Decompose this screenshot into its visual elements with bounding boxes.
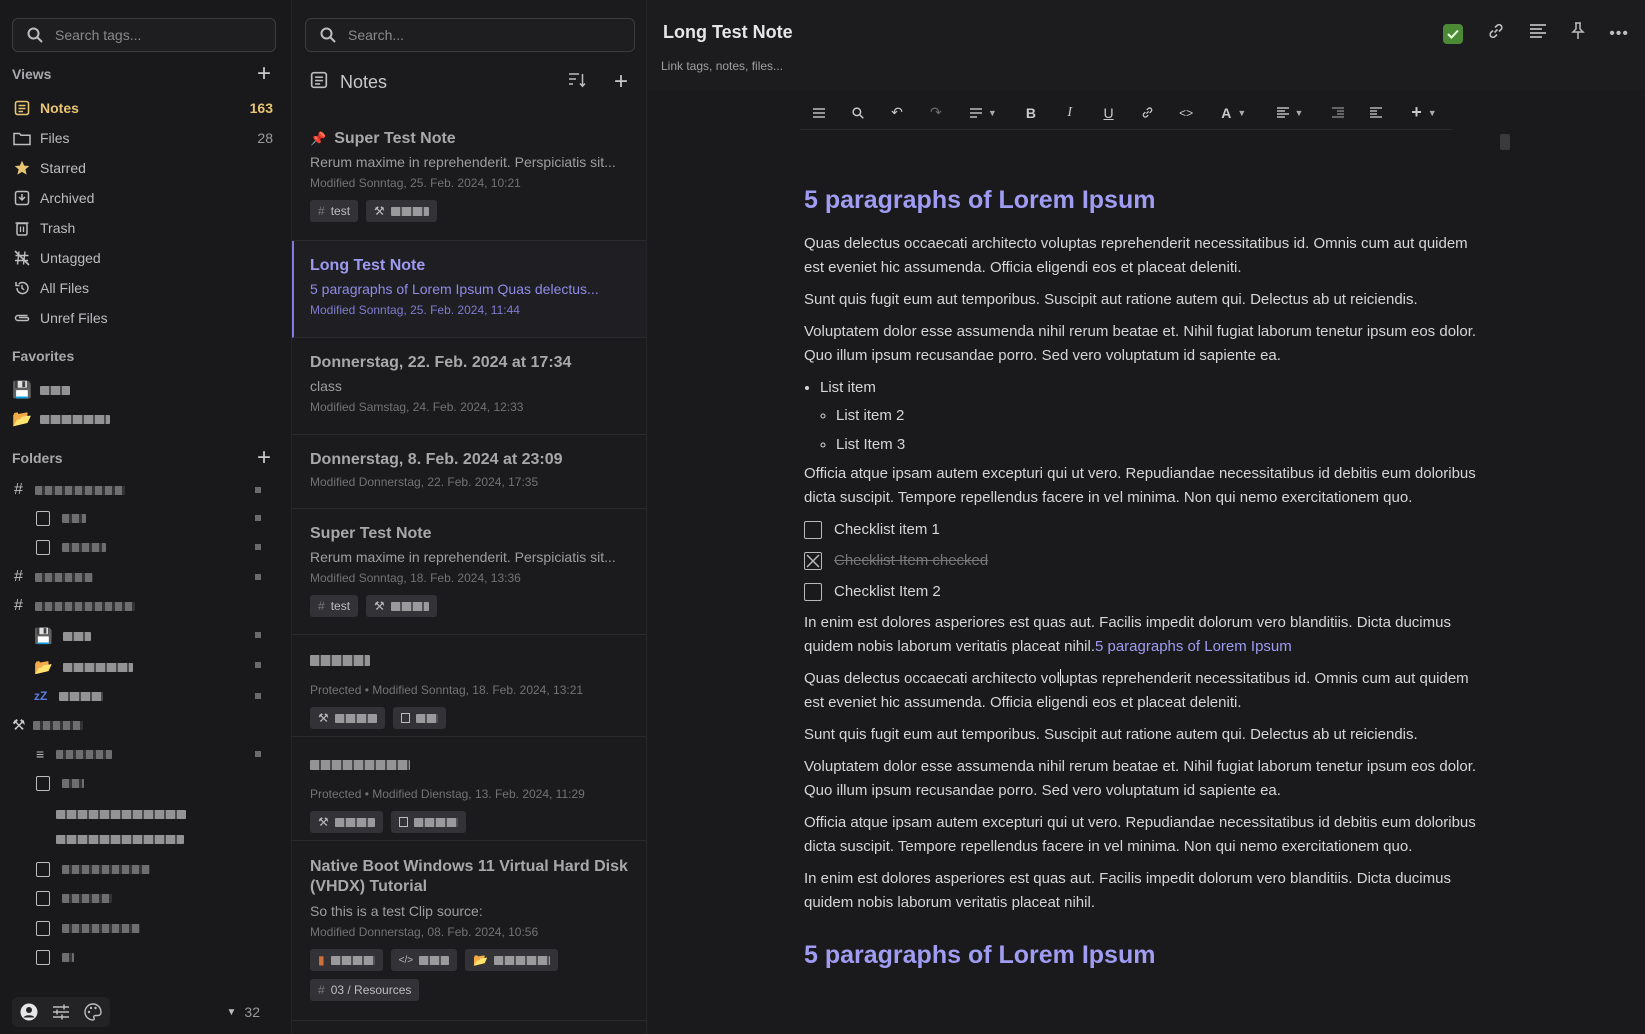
note-meta: Modified Donnerstag, 08. Feb. 2024, 10:56 — [310, 925, 539, 939]
outline-icon[interactable] — [1529, 23, 1547, 44]
code-icon: </> — [398, 954, 414, 966]
tag-chip[interactable] — [310, 707, 385, 729]
sleeping-icon: zZ — [34, 689, 48, 703]
editor-header — [648, 0, 1645, 90]
tree-item-count — [255, 515, 261, 521]
note-card[interactable] — [292, 338, 646, 435]
italic-icon[interactable]: I — [1067, 104, 1073, 120]
note-title-row — [310, 130, 646, 148]
checkbox[interactable] — [804, 521, 822, 539]
note-card[interactable] — [292, 509, 646, 635]
paragraph: Voluptatem dolor esse assumenda nihil rerum beatae et. Nihil fugiat laborum tenetur ipsum eos dolor. Quo illum ipsum recusandae porro. Sed vero voluptatum id sapiente ea. — [804, 758, 1477, 799]
folder-tree-item[interactable] — [36, 886, 112, 910]
attachment-icon — [12, 312, 32, 324]
bold-icon[interactable]: B — [1025, 104, 1036, 121]
folder-tree-item[interactable] — [34, 655, 133, 679]
notebook-icon — [36, 776, 50, 791]
paragraph — [804, 667, 1484, 715]
note-title-redacted — [310, 757, 646, 775]
checklist-label: Checklist Item checked — [834, 552, 989, 569]
redacted-label — [62, 865, 150, 874]
note-card[interactable] — [292, 435, 646, 509]
folder-tree-item[interactable] — [36, 535, 106, 559]
tools-icon: ⚒ — [374, 599, 385, 613]
notebook-icon — [36, 921, 50, 936]
redacted-label — [335, 818, 375, 827]
archive-icon — [12, 190, 32, 206]
tree-item-count — [255, 574, 261, 580]
alignment-dropdown[interactable] — [1262, 98, 1318, 128]
redacted-label — [416, 714, 438, 723]
redacted-label — [331, 956, 375, 965]
note-card-selected[interactable] — [292, 241, 646, 338]
redacted-label — [63, 632, 91, 641]
redacted-label — [62, 953, 74, 962]
redacted-label — [40, 386, 70, 395]
sidebar-footer — [0, 990, 292, 1034]
notebook-icon — [36, 511, 50, 526]
folder-tree-item[interactable] — [36, 857, 150, 881]
sidebar-item-label: Trash — [40, 220, 76, 236]
redacted-label — [35, 573, 93, 582]
note-title: Super Test Note — [310, 525, 432, 542]
checkbox[interactable] — [804, 583, 822, 601]
hashtag-icon: # — [14, 481, 23, 498]
notes-count: 163 — [249, 100, 273, 116]
paragraph: Officia atque ipsam autem excepturi qui ut vero. Repudiandae necessitatibus id debitis eum doloribus dicta suscipit. Tempore repellendus facere in vel minima. Non qui nemo exercitationem quo. — [804, 465, 1476, 506]
views-heading: Views — [12, 66, 52, 82]
redacted-label — [310, 760, 410, 770]
folder-tree-item[interactable] — [36, 506, 86, 530]
pin-icon: 📌 — [310, 131, 327, 146]
sidebar-item-label: All Files — [40, 280, 90, 296]
note-meta: Modified Sonntag, 18. Feb. 2024, 13:36 — [310, 571, 521, 585]
favorite-item[interactable] — [12, 378, 70, 402]
note-card-protected[interactable] — [292, 635, 646, 737]
note-title: Donnerstag, 22. Feb. 2024 at 17:34 — [310, 354, 572, 371]
note-list-header — [310, 66, 628, 98]
toggle-toolbar-icon[interactable] — [800, 98, 839, 128]
x-mark-icon — [806, 554, 820, 568]
tag-label: test — [330, 599, 351, 613]
redo-icon[interactable]: ↷ — [929, 104, 942, 120]
checkmark-icon[interactable] — [1443, 24, 1463, 44]
note-preview: 5 paragraphs of Lorem Ipsum Quas delectus... — [310, 281, 599, 297]
open-folder-icon: 📂 — [473, 953, 489, 967]
tree-item-count — [255, 544, 261, 550]
floppy-disk-icon: 💾 — [34, 628, 53, 645]
tag-chip[interactable] — [310, 811, 383, 833]
caret-down-icon[interactable]: ▼ — [226, 1006, 237, 1018]
tag-search-box[interactable] — [12, 18, 276, 52]
redacted-label — [62, 779, 84, 788]
list-item: ◦ List Item 3 — [836, 433, 1484, 457]
tools-icon: ⚒ — [318, 815, 329, 829]
text-lines-icon: ≡ — [36, 746, 45, 762]
nested-list — [836, 404, 1484, 457]
redacted-label — [40, 415, 110, 424]
tag-chip[interactable] — [310, 595, 358, 617]
plus-icon: + — [1411, 102, 1422, 122]
notes-icon — [12, 100, 32, 116]
link-field[interactable]: Link tags, notes, files... — [661, 59, 784, 73]
note-list-panel — [292, 0, 647, 1034]
notebook-icon — [399, 817, 408, 827]
checklist-label: Checklist Item 2 — [834, 583, 941, 600]
find-icon[interactable] — [839, 98, 878, 128]
editor-panel — [648, 0, 1645, 1034]
tree-item-count — [255, 751, 261, 757]
tools-icon: ⚒ — [318, 711, 329, 725]
footer-count: 32 — [244, 1004, 260, 1020]
note-tags — [310, 979, 646, 1001]
folder-tree-item[interactable] — [14, 478, 125, 502]
pin-icon[interactable] — [1571, 22, 1585, 45]
redacted-label — [63, 663, 133, 672]
redacted-label — [56, 810, 186, 819]
editor-actions — [1443, 22, 1629, 45]
hashtag-icon: # — [14, 568, 23, 585]
paragraph: Sunt quis fugit eum aut temporibus. Suscipit aut ratione autem qui. Delectus ab ut reiciendis. — [804, 726, 1418, 743]
redacted-label — [419, 956, 449, 965]
internal-note-link[interactable]: 5 paragraphs of Lorem Ipsum — [1094, 638, 1292, 655]
scrollbar-thumb[interactable] — [1500, 134, 1510, 150]
list-item — [820, 376, 1484, 457]
note-search-box[interactable] — [305, 18, 635, 52]
chevron-down-icon: ▼ — [987, 107, 997, 118]
tag-chip[interactable] — [366, 595, 437, 617]
format-toolbar — [800, 96, 1452, 130]
folder-tree-item[interactable] — [34, 684, 103, 708]
tag-chip[interactable] — [391, 811, 466, 833]
tag-chip[interactable] — [310, 949, 383, 971]
font-color-icon: A — [1221, 104, 1232, 121]
checklist-item — [804, 518, 1484, 542]
folder-icon — [12, 131, 32, 146]
settings-sliders-icon[interactable] — [52, 1004, 70, 1020]
views-header — [12, 60, 271, 87]
folders-heading: Folders — [12, 450, 63, 466]
hashtag-icon: # — [318, 599, 325, 613]
redacted-label — [310, 655, 370, 666]
sidebar-item-archived[interactable] — [12, 184, 273, 212]
folder-tree-item[interactable] — [36, 945, 74, 969]
note-tags — [310, 949, 646, 971]
notebook-icon — [36, 950, 50, 965]
add-view-button[interactable]: + — [256, 60, 271, 87]
note-preview: Rerum maxime in reprehenderit. Perspiciatis sit... — [310, 549, 616, 565]
note-title: Native Boot Windows 11 Virtual Hard Disk (VHDX) Tutorial — [310, 858, 628, 895]
redacted-label — [56, 750, 112, 759]
sidebar-item-label: Files — [40, 130, 70, 146]
add-folder-button[interactable]: + — [256, 444, 271, 471]
tree-item-count — [255, 693, 261, 699]
redacted-label — [494, 956, 550, 965]
chevron-down-icon: ▼ — [1237, 107, 1247, 118]
paragraph-icon — [970, 108, 982, 118]
folder-tree-item[interactable] — [36, 742, 112, 766]
notebook-icon — [36, 862, 50, 877]
untagged-icon — [12, 250, 32, 266]
more-icon[interactable]: ••• — [1609, 24, 1629, 42]
trash-icon — [12, 220, 32, 236]
sidebar-item-files[interactable] — [12, 124, 273, 152]
paragraph — [804, 611, 1484, 659]
sidebar-item-label: Archived — [40, 190, 95, 206]
note-tags — [310, 707, 646, 729]
note-title-redacted — [310, 653, 646, 671]
redacted-label — [62, 894, 112, 903]
align-left-icon — [1277, 107, 1289, 118]
folder-tree-item[interactable] — [56, 827, 184, 851]
heading: 5 paragraphs of Lorem Ipsum — [804, 186, 1156, 214]
notebook-icon — [401, 713, 410, 723]
chevron-down-icon: ▼ — [1294, 107, 1304, 118]
footer-toolbar — [12, 997, 110, 1027]
paragraph-text: Quas delectus occaecati architecto vol — [804, 670, 1060, 687]
note-title: Long Test Note — [310, 257, 426, 274]
chevron-down-icon: ▼ — [1427, 107, 1437, 118]
folder-tree-item[interactable] — [12, 713, 83, 737]
redacted-label — [335, 714, 377, 723]
search-icon — [320, 27, 336, 43]
paragraph: Voluptatem dolor esse assumenda nihil rerum beatae et. Nihil fugiat laborum tenetur ipsum eos dolor. Quo illum ipsum recusandae porro. Sed vero voluptatum id sapiente ea. — [804, 323, 1477, 364]
note-card-protected[interactable] — [292, 737, 646, 841]
redacted-label — [391, 207, 429, 216]
folders-header — [12, 444, 271, 471]
note-meta: Protected • Modified Sonntag, 18. Feb. 2024, 13:21 — [310, 683, 584, 697]
floppy-disk-icon: 💾 — [12, 382, 32, 399]
paragraph: Sunt quis fugit eum aut temporibus. Suscipit aut ratione autem qui. Delectus ab ut reiciendis. — [804, 291, 1418, 308]
indent-icon[interactable] — [1318, 98, 1357, 128]
tag-chip[interactable] — [310, 200, 358, 222]
sidebar-item-untagged[interactable] — [12, 244, 273, 272]
note-card[interactable] — [292, 117, 646, 241]
paragraph-style-dropdown[interactable] — [955, 98, 1011, 128]
tag-chip[interactable] — [465, 949, 558, 971]
sidebar-item-label: Untagged — [40, 250, 101, 266]
redacted-label — [414, 818, 458, 827]
note-tags — [310, 200, 646, 222]
notebook-icon — [36, 891, 50, 906]
book-icon: ▮ — [318, 953, 325, 967]
redacted-label — [62, 543, 106, 552]
tag-label: test — [330, 204, 351, 218]
notebook-icon — [36, 540, 50, 555]
sidebar-item-notes[interactable] — [12, 94, 273, 122]
notes-list-icon — [310, 71, 328, 94]
account-icon[interactable] — [20, 1003, 38, 1021]
palette-icon[interactable] — [84, 1003, 102, 1021]
new-note-button[interactable]: + — [613, 68, 628, 95]
sidebar-item-label: Notes — [40, 100, 79, 116]
tag-label: 03 / Resources — [330, 983, 412, 997]
note-card[interactable] — [292, 841, 646, 1021]
tools-icon: ⚒ — [12, 717, 26, 734]
hashtag-icon: # — [318, 983, 325, 997]
sort-icon[interactable] — [568, 72, 586, 93]
note-meta: Modified Sonntag, 25. Feb. 2024, 11:44 — [310, 303, 520, 317]
note-preview: So this is a test Clip source: — [310, 903, 483, 919]
redacted-label — [391, 602, 429, 611]
note-title: Donnerstag, 8. Feb. 2024 at 23:09 — [310, 451, 563, 468]
note-preview: Rerum maxime in reprehenderit. Perspiciatis sit... — [310, 154, 616, 170]
redacted-label — [56, 835, 184, 844]
note-search-input[interactable] — [348, 27, 548, 43]
tag-chip[interactable] — [391, 949, 457, 971]
tools-icon: ⚒ — [374, 204, 385, 218]
note-title: Super Test Note — [334, 130, 456, 147]
hashtag-icon: # — [318, 204, 325, 218]
tree-item-count — [255, 487, 261, 493]
note-meta: Modified Donnerstag, 22. Feb. 2024, 17:35 — [310, 475, 539, 489]
note-meta: Protected • Modified Dienstag, 13. Feb. 2024, 11:29 — [310, 787, 585, 801]
sidebar-item-label: Unref Files — [40, 310, 108, 326]
redacted-label — [35, 486, 125, 495]
redacted-label — [59, 692, 103, 701]
redacted-label — [62, 924, 140, 933]
list-item: ◦ List item 2 — [836, 404, 1484, 428]
search-icon — [27, 27, 43, 43]
open-folder-icon: 📂 — [12, 411, 32, 428]
heading: 5 paragraphs of Lorem Ipsum — [804, 941, 1156, 969]
note-tags — [310, 595, 646, 617]
link-icon[interactable] — [1128, 98, 1167, 128]
checklist-item — [804, 580, 1484, 604]
note-preview: class — [310, 378, 342, 394]
paragraph: Quas delectus occaecati architecto voluptas reprehenderit necessitatibus id. Omnis cum aut quidem est eveniet hic assumenda. Officia eligendi eos et placeat deleniti. — [804, 235, 1468, 276]
tag-chip[interactable] — [310, 979, 419, 1001]
favorites-heading: Favorites — [12, 348, 75, 364]
tag-chip[interactable] — [393, 707, 446, 729]
note-list-title: Notes — [340, 71, 388, 92]
insert-dropdown[interactable] — [1396, 98, 1452, 128]
folder-tree-item[interactable] — [36, 771, 84, 795]
star-icon — [12, 160, 32, 176]
note-content[interactable] — [804, 180, 1484, 987]
sidebar-item-starred[interactable] — [12, 154, 273, 182]
favorites-header — [12, 348, 271, 364]
sidebar — [0, 0, 292, 1034]
paragraph-text: In enim est dolores asperiores est quas aut. Facilis impedit dolorum vero blanditiis. Dicta ducimus quidem nobis laborum veritatis placeat nihil. — [804, 614, 1451, 655]
bullet-list — [820, 376, 1484, 457]
checklist-item-checked — [804, 549, 1484, 573]
tree-item-count — [255, 662, 261, 668]
folder-tree-item[interactable] — [14, 565, 93, 589]
folder-tree-item[interactable] — [56, 802, 186, 826]
sidebar-item-label: Starred — [40, 160, 86, 176]
open-folder-icon: 📂 — [34, 659, 53, 676]
undo-icon[interactable]: ↶ — [891, 104, 903, 120]
tree-item-count — [255, 632, 261, 638]
underline-icon[interactable]: U — [1103, 104, 1114, 121]
history-icon — [12, 280, 32, 296]
hashtag-icon: # — [14, 597, 23, 614]
checklist-label: Checklist item 1 — [834, 521, 940, 538]
files-count: 28 — [257, 130, 273, 146]
folder-tree-item[interactable] — [34, 624, 91, 648]
folder-tree-item[interactable] — [36, 916, 140, 940]
sidebar-item-unref-files[interactable] — [12, 304, 273, 332]
checkbox-checked[interactable] — [804, 552, 822, 570]
list-item-text: List item — [820, 379, 876, 396]
paragraph-text: uptas reprehenderit necessitatibus id. Omnis cum aut quidem est eveniet hic assumenda. Officia eligendi eos et placeat deleniti. — [804, 670, 1469, 711]
note-title-field[interactable]: Long Test Note — [663, 22, 793, 42]
outdent-icon[interactable] — [1357, 98, 1396, 128]
tag-chip[interactable] — [366, 200, 437, 222]
paragraph: In enim est dolores asperiores est quas aut. Facilis impedit dolorum vero blanditiis. Dicta ducimus quidem nobis laborum veritatis placeat nihil. — [804, 870, 1451, 911]
favorite-item[interactable] — [12, 407, 110, 431]
note-meta: Modified Samstag, 24. Feb. 2024, 12:33 — [310, 400, 524, 414]
folder-tree-item[interactable] — [14, 594, 135, 618]
redacted-label — [62, 514, 86, 523]
code-icon[interactable]: <> — [1179, 105, 1194, 120]
sidebar-item-all-files[interactable] — [12, 274, 273, 302]
redacted-label — [33, 721, 83, 730]
link-icon[interactable] — [1487, 22, 1505, 45]
sidebar-item-trash[interactable] — [12, 214, 273, 242]
note-meta: Modified Sonntag, 25. Feb. 2024, 10:21 — [310, 176, 521, 190]
note-tags — [310, 811, 646, 833]
redacted-label — [35, 602, 135, 611]
tag-search-input[interactable] — [55, 27, 255, 43]
text-color-dropdown[interactable] — [1206, 98, 1262, 128]
paragraph: Officia atque ipsam autem excepturi qui ut vero. Repudiandae necessitatibus id debitis eum doloribus dicta suscipit. Tempore repellendus facere in vel minima. Non qui nemo exercitationem quo. — [804, 814, 1476, 855]
